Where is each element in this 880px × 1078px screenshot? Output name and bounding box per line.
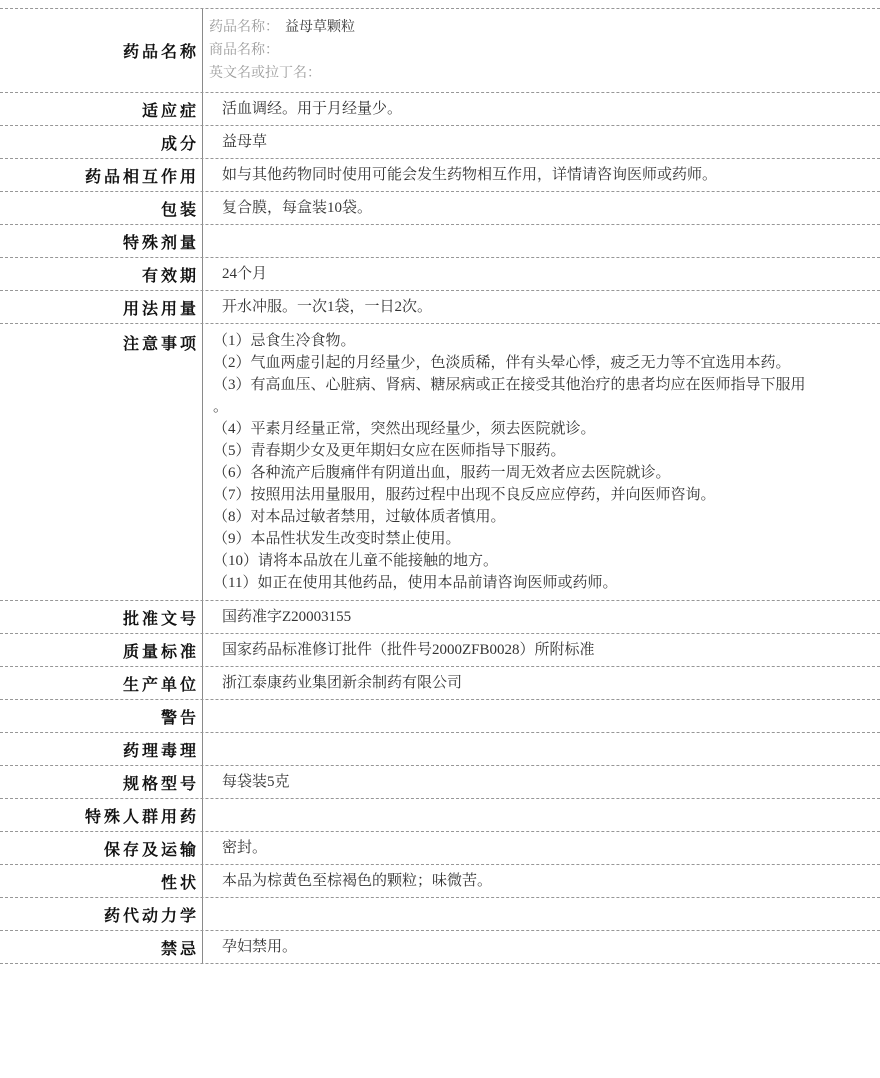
table-row bbox=[0, 324, 880, 601]
field-value: 益母草颗粒 bbox=[285, 20, 355, 35]
row-label: 特殊剂量 bbox=[0, 225, 203, 257]
row-value bbox=[203, 799, 880, 831]
row-label: 规格型号 bbox=[0, 766, 203, 798]
table-row bbox=[0, 634, 880, 667]
row-label: 药理毒理 bbox=[0, 733, 203, 765]
drug-name-field bbox=[209, 16, 868, 39]
precaution-item: （9）本品性状发生改变时禁止使用。 bbox=[213, 531, 461, 547]
table-row bbox=[0, 667, 880, 700]
row-label: 保存及运输 bbox=[0, 832, 203, 864]
row-label: 禁忌 bbox=[0, 931, 203, 963]
row-label: 成分 bbox=[0, 126, 203, 158]
row-label: 性状 bbox=[0, 865, 203, 897]
table-row bbox=[0, 700, 880, 733]
drug-name-field bbox=[209, 39, 868, 62]
table-rows bbox=[0, 93, 880, 964]
row-label: 注意事项 bbox=[0, 324, 203, 600]
field-value bbox=[321, 66, 327, 81]
row-value: 每袋装5克 bbox=[222, 773, 290, 790]
table-row bbox=[0, 601, 880, 634]
row-label: 药代动力学 bbox=[0, 898, 203, 930]
table-row bbox=[0, 291, 880, 324]
precaution-item: （11）如正在使用其他药品，使用本品前请咨询医师或药师。 bbox=[213, 575, 618, 591]
field-key: 药品名称： bbox=[209, 20, 279, 35]
table-row bbox=[0, 931, 880, 964]
precaution-item: （6）各种流产后腹痛伴有阴道出血，服药一周无效者应去医院就诊。 bbox=[213, 465, 671, 481]
row-label: 用法用量 bbox=[0, 291, 203, 323]
field-value bbox=[279, 43, 285, 58]
row-label: 适应症 bbox=[0, 93, 203, 125]
precaution-item: （1）忌食生冷食物。 bbox=[213, 333, 356, 349]
row-value: 如与其他药物同时使用可能会发生药物相互作用，详情请咨询医师或药师。 bbox=[222, 166, 718, 183]
row-label: 生产单位 bbox=[0, 667, 203, 699]
precaution-item: （2）气血两虚引起的月经量少，色淡质稀，伴有头晕心悸，疲乏无力等不宜选用本药。 bbox=[213, 355, 791, 371]
table-row bbox=[0, 126, 880, 159]
row-value bbox=[203, 733, 880, 765]
row-value: 开水冲服。一次1袋，一日2次。 bbox=[222, 298, 433, 315]
row-label: 质量标准 bbox=[0, 634, 203, 666]
table-row bbox=[0, 799, 880, 832]
row-value bbox=[203, 9, 880, 92]
row-label: 特殊人群用药 bbox=[0, 799, 203, 831]
row-label: 批准文号 bbox=[0, 601, 203, 633]
precaution-item: （4）平素月经量正常，突然出现经量少，须去医院就诊。 bbox=[213, 421, 596, 437]
row-value: 复合膜，每盒装10袋。 bbox=[222, 199, 373, 216]
row-value: 本品为棕黄色至棕褐色的颗粒；味微苦。 bbox=[222, 872, 493, 889]
field-key: 商品名称： bbox=[209, 43, 279, 58]
drug-name-field bbox=[209, 62, 868, 85]
table-row bbox=[0, 865, 880, 898]
field-key: 英文名或拉丁名： bbox=[209, 66, 321, 81]
precaution-item: （8）对本品过敏者禁用，过敏体质者慎用。 bbox=[213, 509, 506, 525]
row-value: 浙江泰康药业集团新余制药有限公司 bbox=[222, 674, 463, 691]
row-label: 有效期 bbox=[0, 258, 203, 290]
row-value bbox=[203, 700, 880, 732]
row-value bbox=[203, 898, 880, 930]
drug-info-table bbox=[0, 8, 880, 964]
table-row bbox=[0, 192, 880, 225]
row-value: 24个月 bbox=[222, 265, 268, 282]
row-label: 警告 bbox=[0, 700, 203, 732]
drug-name-row bbox=[0, 9, 880, 93]
row-value: 国家药品标准修订批件（批件号2000ZFB0028）所附标准 bbox=[222, 641, 595, 658]
precaution-item: 。 bbox=[213, 399, 229, 415]
row-value: 孕妇禁用。 bbox=[222, 938, 298, 955]
table-row bbox=[0, 766, 880, 799]
row-value: 国药准字Z20003155 bbox=[222, 608, 352, 625]
table-row bbox=[0, 733, 880, 766]
table-row bbox=[0, 93, 880, 126]
row-value: 活血调经。用于月经量少。 bbox=[222, 100, 403, 117]
precaution-item: （10）请将本品放在儿童不能接触的地方。 bbox=[213, 553, 499, 569]
row-value: 密封。 bbox=[222, 839, 268, 856]
row-label: 药品名称 bbox=[0, 9, 203, 92]
precaution-item: （5）青春期少女及更年期妇女应在医师指导下服药。 bbox=[213, 443, 566, 459]
table-row bbox=[0, 898, 880, 931]
table-row bbox=[0, 258, 880, 291]
row-label: 药品相互作用 bbox=[0, 159, 203, 191]
row-value bbox=[203, 324, 880, 600]
row-value: 益母草 bbox=[222, 133, 268, 150]
row-label: 包装 bbox=[0, 192, 203, 224]
table-row bbox=[0, 225, 880, 258]
row-value bbox=[203, 225, 880, 257]
table-row bbox=[0, 159, 880, 192]
precaution-item: （3）有高血压、心脏病、肾病、糖尿病或正在接受其他治疗的患者均应在医师指导下服用 bbox=[213, 377, 806, 393]
precaution-item: （7）按照用法用量服用，服药过程中出现不良反应应停药，并向医师咨询。 bbox=[213, 487, 716, 503]
table-row bbox=[0, 832, 880, 865]
